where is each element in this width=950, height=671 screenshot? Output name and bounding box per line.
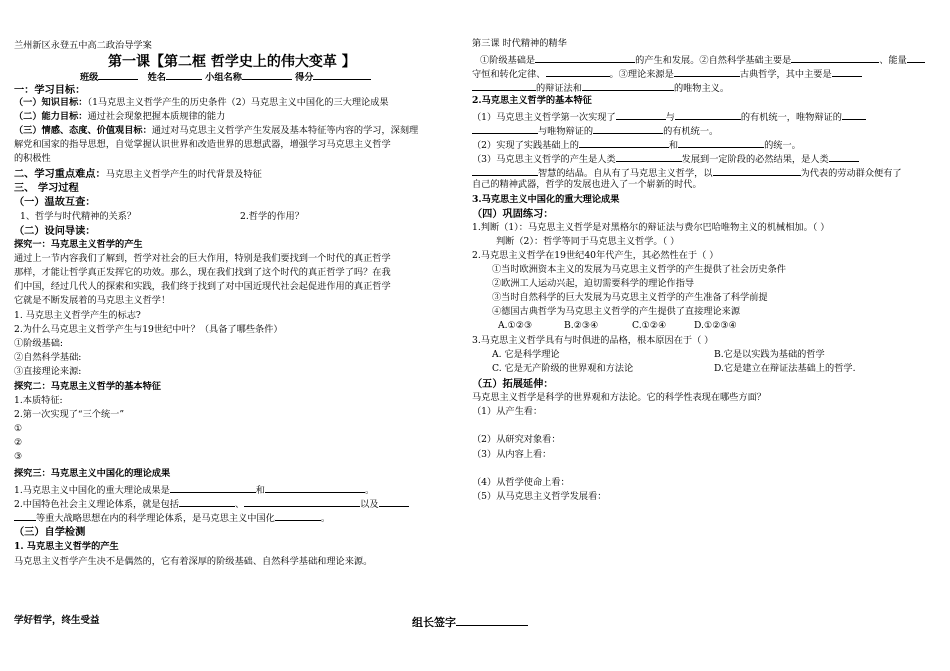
q2-option-4: ④德国古典哲学为马克思主义哲学的产生提供了直接理论来源	[492, 306, 741, 317]
explore-1-para-2: 那样，才能让哲学真正发挥它的功效。那么，现在我们找到了这个时代的真正哲学了吗？在我	[14, 267, 391, 278]
blank[interactable]	[579, 137, 669, 148]
q2-choice-d[interactable]: D.①②③④	[694, 320, 737, 331]
blank[interactable]	[791, 52, 879, 63]
blank[interactable]	[829, 151, 859, 162]
blank[interactable]	[14, 510, 36, 521]
explore-2-heading: 探究二：马克思主义哲学的基本特征	[14, 381, 161, 392]
goal-ability: （二）能力目标：通过社会现象把握本质规律的能力	[14, 111, 226, 122]
review-heading: （一）温故互查：	[14, 196, 96, 208]
answer-science-basis: 守恒和转化定律、 。③理论来源是 古典哲学，其中主要是	[472, 66, 862, 81]
q3-choice-d[interactable]: D.它是建立在辩证法基础上的哲学.	[714, 363, 856, 374]
explore-3-question-2-cont: 等重大战略思想在内的科学理论体系，是马克思主义中国化 。	[14, 510, 330, 525]
q2-choice-c[interactable]: C.①②④	[632, 320, 667, 331]
q2-choice-b[interactable]: B.②③④	[564, 320, 599, 331]
explore-2-question-1: 1.本质特征:	[14, 395, 63, 406]
review-question-2: 2.哲学的作用？	[240, 211, 304, 222]
extension-text: 马克思主义哲学是科学的世界观和方法论。它的科学性表现在哪些方面？	[472, 392, 766, 403]
explore-1-question-1: 1. 马克思主义哲学产生的标志?	[14, 310, 141, 321]
process-heading: 三、 学习过程	[14, 182, 79, 194]
blank[interactable]	[472, 165, 538, 176]
blank[interactable]	[675, 109, 741, 120]
explore-2-item-3: ③	[14, 451, 23, 462]
blank[interactable]	[275, 510, 321, 521]
goal-emotion: （三）情感、态度、价值观目标：通过对马克思主义哲学产生发展及基本特征等内容的学习，深刻理	[14, 125, 419, 136]
page-title: 第一课【第二框 哲学史上的伟大变革 】	[108, 54, 356, 70]
signature-label: 组长签字	[412, 616, 456, 629]
feature-2: （2）实现了实践基础上的 和 的统一。	[472, 137, 801, 152]
extension-item-5: （5）从马克思主义哲学发展看：	[472, 491, 607, 502]
feature-1-cont: 与唯物辩证的 的有机统一。	[472, 123, 718, 138]
explore-1-para-4: 它就是不断发展着的马克思主义哲学！	[14, 295, 171, 306]
blank[interactable]	[678, 137, 764, 148]
extension-item-4: （4）从哲学使命上看：	[472, 477, 570, 488]
explore-1-question-2: 2.为什么马克思主义哲学产生与19世纪中叶？（具备了哪些条件）	[14, 324, 283, 335]
footer-signature	[412, 613, 528, 630]
score-field[interactable]	[313, 69, 371, 80]
question-2: 2.马克思主义哲学在19世纪40年代产生，其必然性在于（ ）	[472, 250, 719, 261]
blank[interactable]	[170, 482, 256, 493]
self-check-subheading: 1. 马克思主义哲学的产生	[14, 541, 119, 552]
blank[interactable]	[907, 52, 925, 63]
practice-heading: （四）巩固练习：	[472, 208, 554, 220]
feature-3: （3）马克思主义哲学的产生是人类 发展到一定阶段的必然结果，是人类	[472, 151, 859, 166]
explore-2-item-1: ①	[14, 423, 23, 434]
explore-3-question-1: 1.马克思主义中国化的重大理论成果是 和 。	[14, 482, 374, 497]
section-2-heading: 2.马克思主义哲学的基本特征	[472, 95, 592, 106]
answer-theory-source: 的辩证法和 的唯物主义。	[472, 80, 729, 95]
right-header: 第三课 时代精神的精华	[472, 38, 567, 49]
blank[interactable]	[472, 123, 538, 134]
extension-item-3: （3）从内容上看：	[472, 449, 552, 460]
blank[interactable]	[265, 482, 365, 493]
explore-3-heading: 探究三：马克思主义中国化的理论成果	[14, 468, 171, 479]
extension-item-1: （1）从产生看：	[472, 406, 543, 417]
explore-1-condition-1: ①阶级基础:	[14, 338, 64, 349]
question-3: 3.马克思主义哲学具有与时俱进的品格，根本原因在于（ ）	[472, 335, 714, 346]
student-info-line	[80, 69, 371, 84]
explore-1-condition-3: ③直接理论来源:	[14, 366, 82, 377]
group-label: 小组名称	[205, 72, 242, 83]
blank[interactable]	[582, 80, 674, 91]
key-points: 二、学习重点难点：马克思主义哲学产生的时代背景及特征	[14, 168, 262, 180]
blank[interactable]	[674, 66, 740, 77]
blank[interactable]	[842, 109, 866, 120]
group-field[interactable]	[242, 69, 292, 80]
self-check-heading: （三）自学检测	[14, 526, 86, 538]
explore-1-para-1: 通过上一节内容我们了解到，哲学对社会的巨大作用，特别是我们要找到一个时代的真正哲学	[14, 253, 391, 264]
extension-item-2: （2）从研究对象看：	[472, 434, 561, 445]
class-label: 班级	[80, 72, 99, 83]
goal-emotion-line3: 的积极性	[14, 153, 51, 164]
blank[interactable]	[472, 80, 536, 91]
judge-question-1: 1.判断（1）：马克思主义哲学是对黑格尔的辩证法与费尔巴哈唯物主义的机械相加。（ ）	[472, 222, 830, 233]
q2-option-3: ③当时自然科学的巨大发展为马克思主义哲学的产生准备了科学前提	[492, 292, 768, 303]
q2-choice-a[interactable]: A.①②③	[498, 320, 533, 331]
class-field[interactable]	[98, 69, 138, 80]
blank[interactable]	[379, 496, 409, 507]
blank[interactable]	[713, 165, 801, 176]
self-check-text: 马克思主义哲学产生决不是偶然的，它有着深厚的阶级基础、自然科学基础和理论来源。	[14, 556, 373, 567]
guide-heading: （二）设问导读：	[14, 225, 96, 237]
explore-3-question-2: 2.中国特色社会主义理论体系，就是包括 、 以及	[14, 496, 409, 511]
feature-3-end: 自己的精神武器，哲学的发展也进入了一个崭新的时代。	[472, 179, 702, 190]
q3-choice-b[interactable]: B.它是以实践为基础的哲学	[714, 349, 825, 360]
goal-knowledge: （一）知识目标：（1马克思主义哲学产生的历史条件（2）马克思主义中国化的三大理论成果	[14, 97, 389, 108]
blank[interactable]	[616, 151, 682, 162]
feature-1: （1）马克思主义哲学第一次实现了 与 的有机统一，唯物辩证的	[472, 109, 866, 124]
blank[interactable]	[179, 496, 235, 507]
goal-emotion-line2: 解党和国家的指导思想，自觉掌握认识世界和改造世界的思想武器，增强学习马克思主义哲学	[14, 139, 391, 150]
footer-motto: 学好哲学，终生受益	[14, 615, 100, 626]
section-3-heading: 3.马克思主义中国化的重大理论成果	[472, 194, 620, 205]
explore-2-item-2: ②	[14, 437, 23, 448]
score-label: 得分	[295, 72, 314, 83]
explore-1-heading: 探究一：马克思主义哲学的产生	[14, 239, 143, 250]
q3-choice-a[interactable]: A. 它是科学理论	[492, 349, 560, 360]
blank[interactable]	[832, 66, 862, 77]
blank[interactable]	[593, 123, 663, 134]
answer-class-basis: ①阶级基础是 的产生和发展。②自然科学基础主要是 、能量	[480, 52, 925, 67]
name-label: 姓名	[147, 72, 166, 83]
explore-1-para-3: 们中国，经过几代人的探索和实践，我们终于找到了对中国近现代社会起促进作用的真正哲学	[14, 281, 391, 292]
judge-question-2: 判断（2）：哲学等同于马克思主义哲学。（ ）	[496, 236, 680, 247]
blank[interactable]	[535, 52, 635, 63]
goals-heading: 一：学习目标：	[14, 84, 86, 96]
explore-2-question-2: 2.第一次实现了“三个统一”	[14, 409, 125, 420]
feature-3-cont: 智慧的结晶。自从有了马克思主义哲学，以 为代表的劳动群众便有了	[472, 165, 902, 180]
name-field[interactable]	[166, 69, 202, 80]
extension-heading: （五）拓展延伸：	[472, 378, 554, 390]
signature-field[interactable]	[456, 613, 528, 626]
explore-1-condition-2: ②自然科学基础:	[14, 352, 82, 363]
blank[interactable]	[244, 496, 360, 507]
q3-choice-c[interactable]: C. 它是无产阶级的世界观和方法论	[492, 363, 634, 374]
q2-option-2: ②欧洲工人运动兴起，迫切需要科学的理论作指导	[492, 278, 695, 289]
blank[interactable]	[546, 66, 610, 77]
school-name: 兰州新区永登五中高二政治导学案	[14, 40, 152, 51]
review-question-1: 1、哲学与时代精神的关系？	[20, 211, 137, 222]
blank[interactable]	[616, 109, 666, 120]
q2-option-1: ①当时欧洲资本主义的发展为马克思主义哲学的产生提供了社会历史条件	[492, 264, 786, 275]
